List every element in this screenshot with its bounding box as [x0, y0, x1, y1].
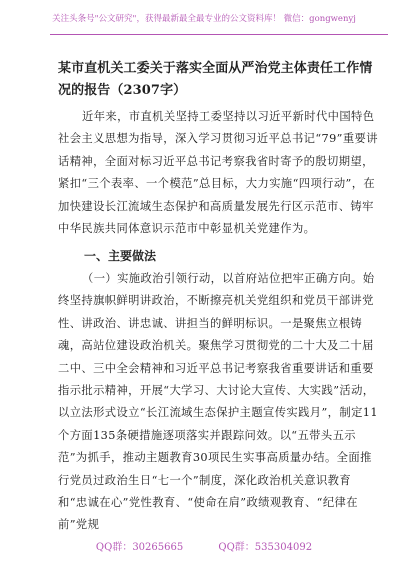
footer-contact — [0, 538, 408, 553]
intro-paragraph: 近年来，市直机关坚持工委坚持以习近平新时代中国特色社会主义思想为指导，深入学习贯彻习近平总书记“79”重要讲话精神，全面对标习近平总书记考察我省时寄予的殷切期望，紧扣“三个表率、一个模范”总目标，大力实施“四项行动”，在加快建设长江流域生态保护和高质量发展先行区示范市、铸牢中华民族共同体意识示范市中彰显机关党建作为。 — [58, 110, 378, 236]
section-paragraph: （一）实施政治引领行动，以首府站位把牢正确方向。始终坚持旗帜鲜明讲政治，不断擦亮机关党组织和党员干部讲党性、讲政治、讲忠诚、讲担当的鲜明标识。一是聚焦立根铸魂，高站位建设政治机关。聚焦学习贯彻党的二十大及二十届二中、三中全会精神和习近平总书记考察我省重要讲话和重要指示批示精神，开展“大学习、大讨论大宣传、大实践”活动，以立法形式设立“长江流域生态保护主题宣传实践月”，制定11个方面135条硬措施逐项落实并跟踪问效。以“五带头五示范”为抓手，推动主题教育30项民生实事高质量办结。全面推行党员过政治生日“七一个”制度，深化政治机关意识教育和“忠诚在心”党性教育、“使命在肩”政绩观教育、“纪律在前”党规 — [58, 272, 378, 532]
section-heading: 一、主要做法 — [84, 249, 157, 263]
footer-qq-group-1: QQ群：30265665 — [95, 542, 184, 553]
document-title: 某市直机关工委关于落实全面从严治党主体责任工作情况的报告（2307字） — [58, 61, 373, 98]
header-banner-text: 关注头条号"公文研究"，获得最新最全最专业的公文资料库！ 微信：gongwenyj — [52, 14, 356, 24]
header-divider — [50, 34, 388, 35]
footer-qq-group-2: QQ群：535304092 — [218, 542, 313, 553]
